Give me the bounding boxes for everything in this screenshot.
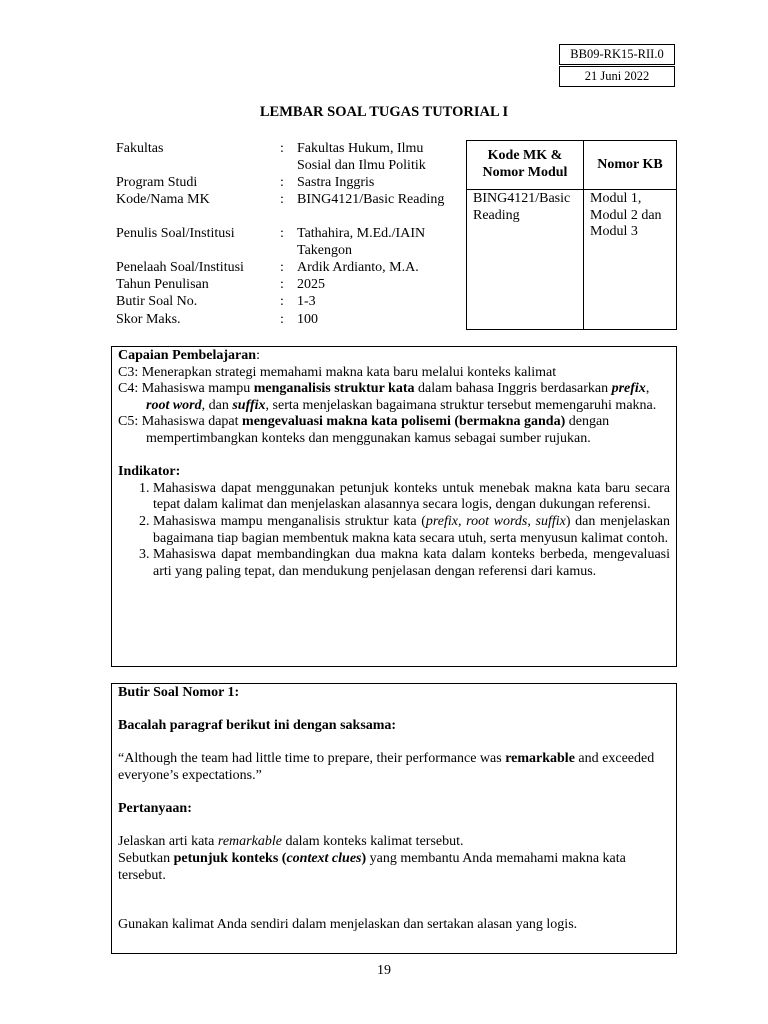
c4-text: dalam bahasa Inggris berdasarkan: [414, 381, 612, 397]
quote-text: and exceeded everyone’s expectations.”: [118, 751, 655, 783]
info-label: Tahun Penulisan: [116, 277, 209, 292]
q2-bold: petunjuk konteks (: [173, 850, 287, 866]
c4-text: , serta menjelaskan bagaimana struktur tersebut memengaruhi makna.: [265, 397, 657, 413]
info-colon: :: [280, 175, 284, 190]
doc-date-box: [559, 66, 675, 87]
capaian-c5: [118, 414, 670, 447]
info-value: Fakultas Hukum, Ilmu Sosial dan Ilmu Politik: [297, 141, 426, 173]
indikator-heading: Indikator:: [118, 464, 181, 480]
question-heading-line: [118, 801, 670, 818]
question-1: [118, 834, 670, 851]
c5-text: dengan mempertimbangkan konteks dan menggunakan kamus sebagai sumber rujukan.: [146, 414, 610, 446]
info-label: Penulis Soal/Institusi: [116, 226, 235, 241]
soal-quote: [118, 751, 670, 784]
info-colon: :: [280, 141, 284, 156]
q2-context-clues: context clues: [286, 850, 362, 866]
question-2: [118, 851, 670, 884]
info-value: BING4121/Basic Reading: [297, 192, 445, 207]
indikator-item-3: 3. Mahasiswa dapat membandingkan dua makna kata dalam konteks berbeda, mengevaluasi arti yang paling tepat, dan mendukung penjelasan dengan referensi dari kamus.: [153, 547, 670, 580]
info-value: Tathahira, M.Ed./IAIN Takengon: [297, 226, 426, 258]
c4-text: C4: Mahasiswa mampu: [118, 381, 254, 397]
document-title: LEMBAR SOAL TUGAS TUTORIAL I: [259, 104, 509, 120]
q1-text: Jelaskan arti kata: [118, 834, 218, 850]
info-row-penulis: [116, 226, 456, 259]
info-label: Butir Soal No.: [116, 294, 198, 309]
kb-header-kode: Kode MK & Nomor Modul: [467, 141, 584, 190]
indikator-list: [118, 481, 670, 581]
info-label: Skor Maks.: [116, 312, 181, 327]
capaian-c4: [118, 381, 670, 414]
info-colon: :: [280, 277, 284, 292]
info-row-penelaah: [116, 260, 456, 277]
capaian-c3: C3: Menerapkan strategi memahami makna kata baru melalui konteks kalimat: [118, 364, 557, 380]
info-label: Kode/Nama MK: [116, 192, 210, 207]
q1-text: dalam konteks kalimat tersebut.: [281, 834, 464, 850]
info-value: 100: [297, 312, 318, 327]
capaian-heading-colon: :: [256, 348, 260, 363]
doc-code-box: [559, 44, 675, 65]
doc-code: BB09-RK15-RII.0: [570, 47, 664, 61]
info-colon: :: [280, 260, 284, 275]
kb-table: [466, 140, 677, 330]
learning-outcomes-box: [111, 346, 677, 667]
info-value: Ardik Ardianto, M.A.: [297, 260, 419, 275]
quote-keyword: remarkable: [505, 751, 575, 767]
info-value: 1-3: [297, 294, 316, 309]
q2-text: Sebutkan: [118, 850, 174, 866]
quote-text: “Although the team had little time to prepare, their performance was: [118, 751, 506, 767]
c5-bold: mengevaluasi makna kata polisemi (bermakna ganda): [242, 414, 566, 430]
info-value: 2025: [297, 277, 325, 292]
info-row-fakultas: [116, 141, 456, 174]
kb-cell-nomor: Modul 1, Modul 2 dan Modul 3: [584, 190, 677, 330]
q1-keyword: remarkable: [217, 834, 282, 850]
info-colon: :: [280, 312, 284, 327]
indikator-item-2: [153, 514, 670, 547]
info-colon: :: [280, 226, 284, 241]
indikator-item-1: 1. Mahasiswa dapat menggunakan petunjuk konteks untuk menebak makna kata baru secara tepat dalam kalimat dan menjelaskan alasannya secara logis, dengan dukungan referensi.: [153, 481, 670, 514]
q2-text: yang membantu Anda memahami makna kata tersebut.: [118, 850, 626, 883]
info-row-tahun: [116, 277, 456, 294]
soal-heading-line: [118, 685, 670, 702]
kb-cell-kode: BING4121/Basic Reading: [467, 190, 584, 330]
c4-text: ,: [645, 381, 650, 397]
page-number: 19: [377, 963, 391, 978]
capaian-heading: Capaian Pembelajaran: [118, 348, 257, 363]
info-row-butir-soal: [116, 294, 456, 311]
soal-heading: Butir Soal Nomor 1:: [118, 685, 240, 700]
indikator-heading-line: [118, 464, 670, 481]
ind2-text: ) dan menjelaskan bagaimana tiap bagian membentuk makna kata secara utuh, serta menyusun kalimat contoh.: [153, 513, 670, 546]
c4-root-word: root word: [146, 397, 202, 413]
c4-prefix: prefix: [611, 381, 646, 397]
ind2-text: Mahasiswa mampu menganalisis struktur kata (: [153, 513, 426, 529]
kb-header-nomor: Nomor KB: [584, 141, 677, 190]
info-row-kode-mk: [116, 192, 456, 209]
info-row-skor: [116, 312, 456, 329]
c4-bold: menganalisis struktur kata: [253, 381, 415, 397]
question-note: Gunakan kalimat Anda sendiri dalam menjelaskan dan sertakan alasan yang logis.: [118, 917, 578, 933]
c4-suffix: suffix: [232, 397, 266, 413]
info-colon: :: [280, 294, 284, 309]
soal-instruction: Bacalah paragraf berikut ini dengan saksama:: [118, 718, 397, 734]
soal-instruction-line: [118, 718, 670, 735]
question-heading: Pertanyaan:: [118, 801, 192, 817]
info-label: Penelaah Soal/Institusi: [116, 260, 244, 275]
info-colon: :: [280, 192, 284, 207]
c4-text: , dan: [201, 397, 233, 413]
info-value: Sastra Inggris: [297, 175, 375, 190]
ind2-italic: prefix, root words, suffix: [425, 513, 566, 529]
info-label: Fakultas: [116, 141, 164, 156]
info-row-program-studi: [116, 175, 456, 192]
question-box: [111, 683, 677, 954]
c5-text: C5: Mahasiswa dapat: [118, 414, 243, 430]
q2-bold: ): [361, 850, 367, 866]
info-label: Program Studi: [116, 175, 198, 190]
capaian-heading-line: [118, 348, 670, 365]
doc-date: 21 Juni 2022: [584, 69, 650, 83]
